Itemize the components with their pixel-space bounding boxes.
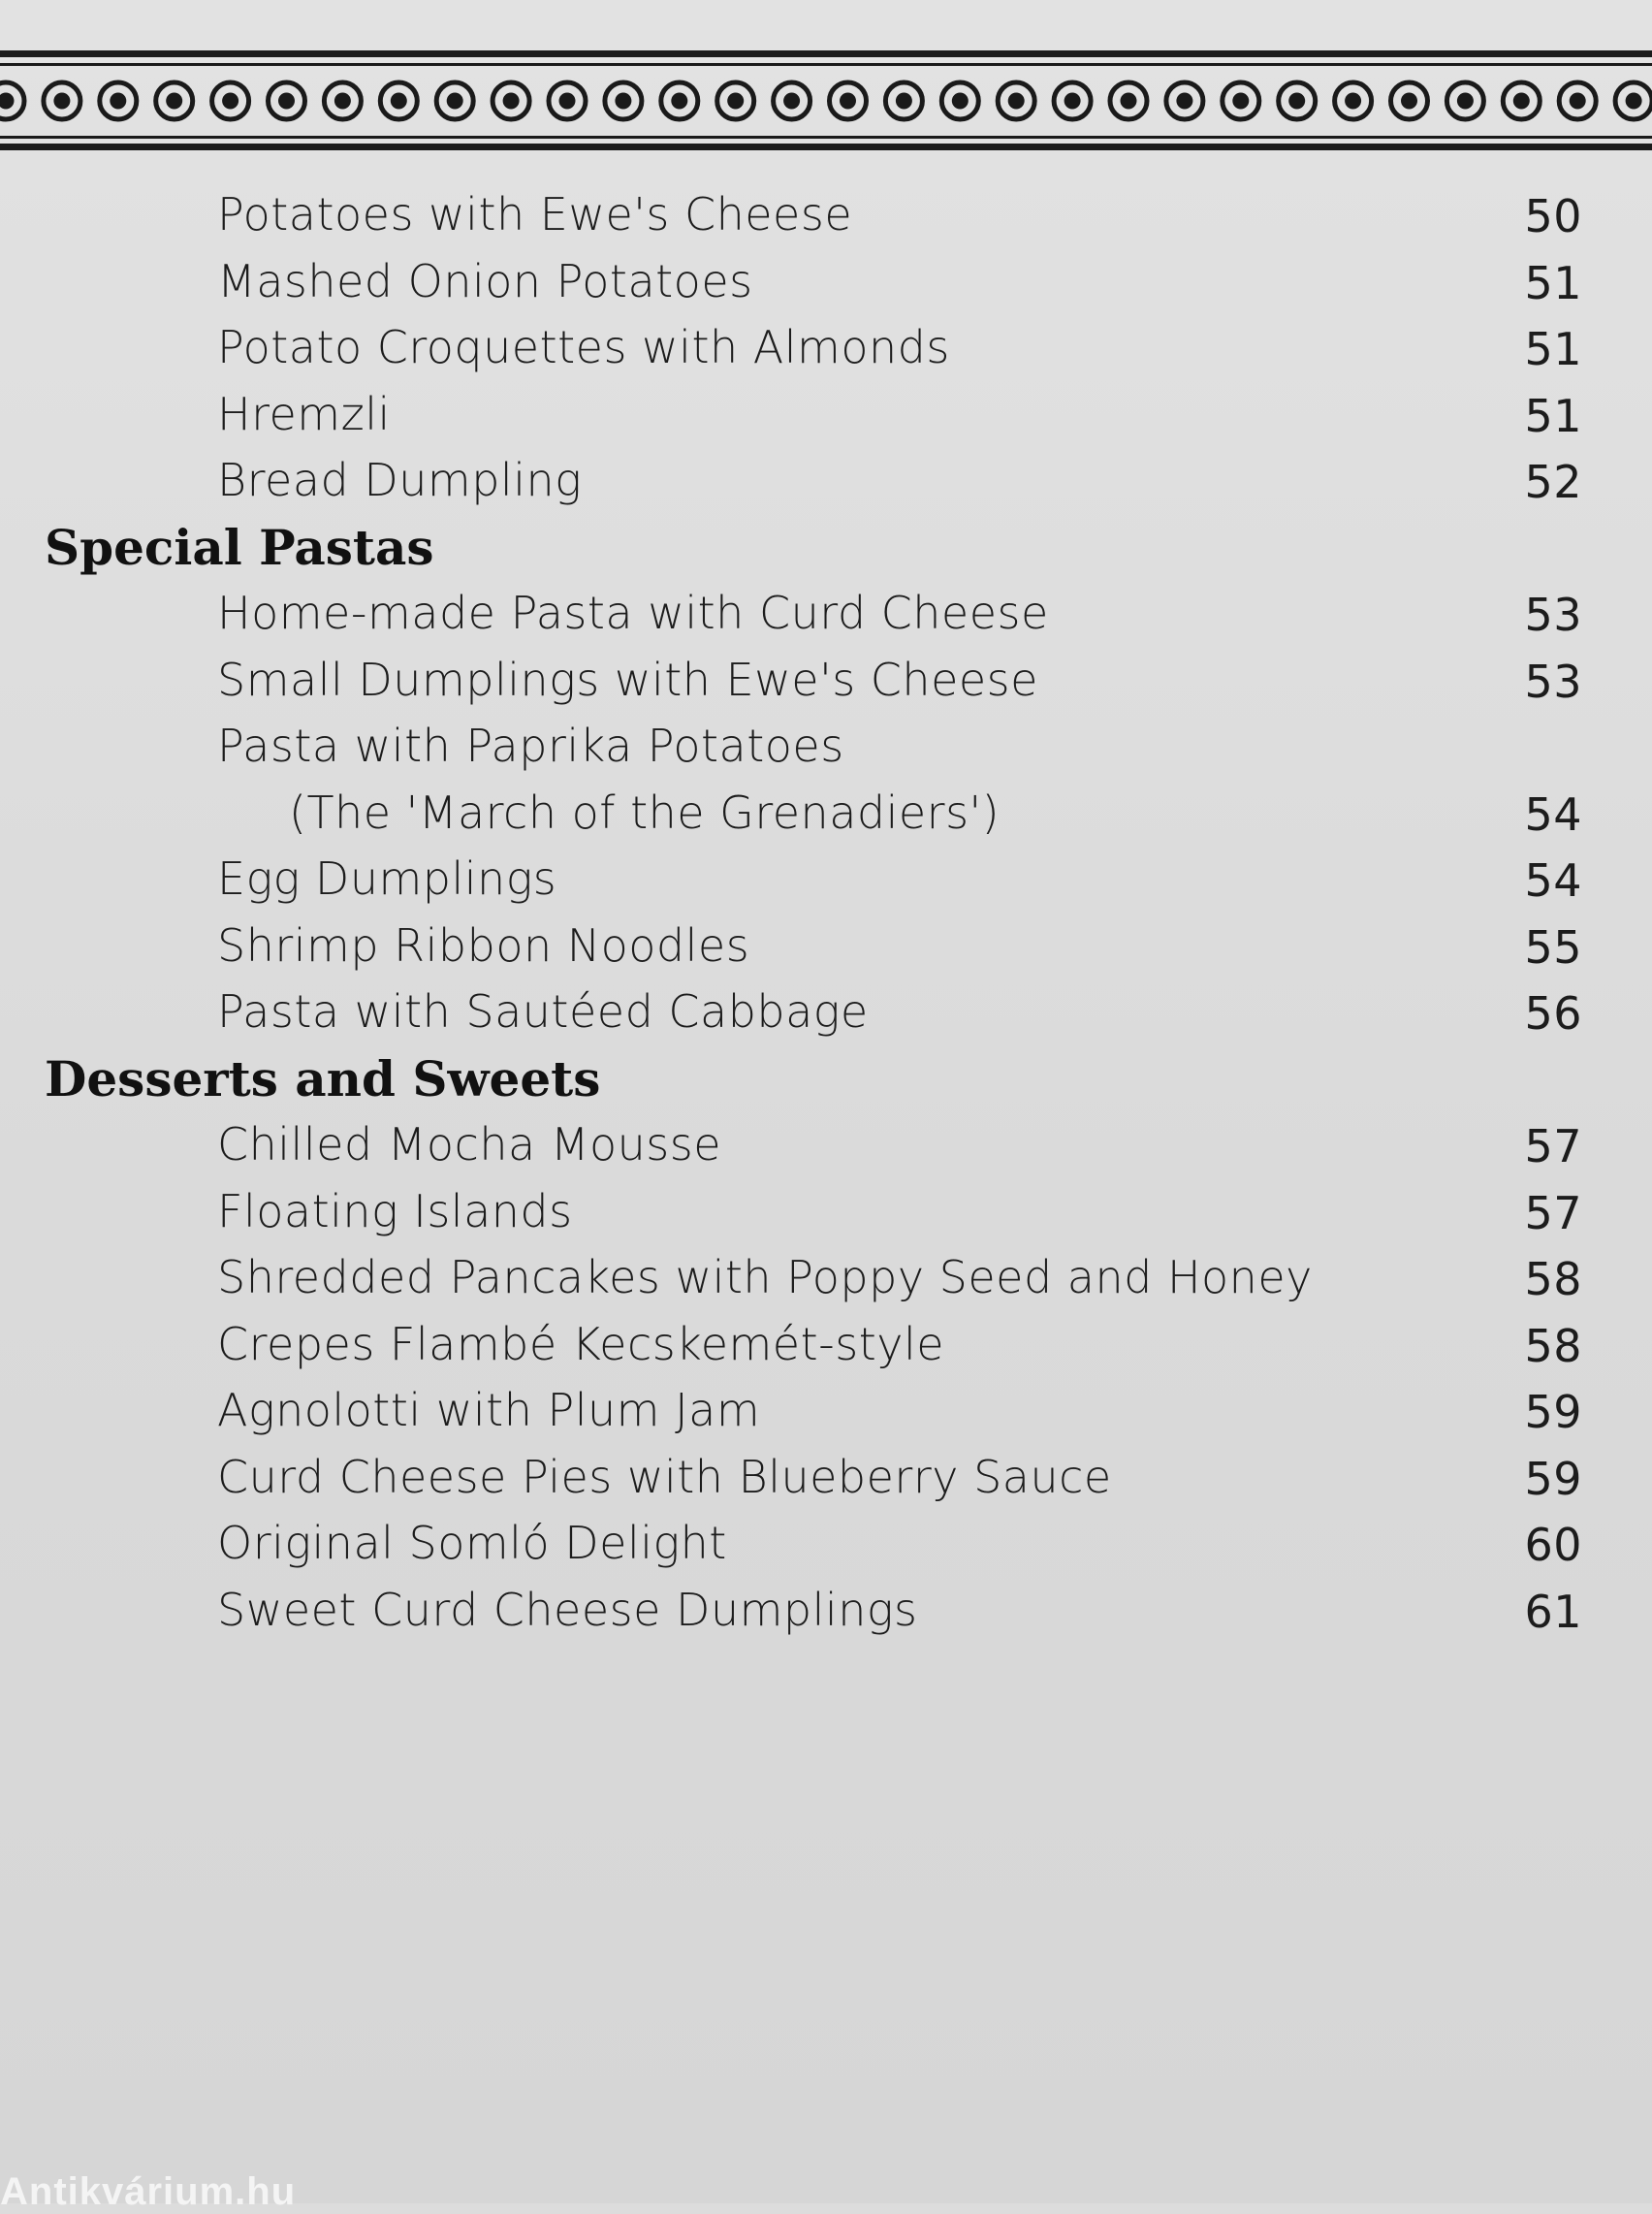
section-heading: Special Pastas — [45, 518, 434, 576]
toc-entry — [0, 849, 1652, 915]
decorative-border — [0, 48, 1652, 165]
entry-page-number: 61 — [1524, 1585, 1582, 1638]
entry-title: Pasta with Paprika Potatoes — [217, 720, 844, 772]
toc-entry — [0, 981, 1652, 1048]
toc-entry — [0, 251, 1652, 318]
entry-page-number: 51 — [1524, 256, 1582, 309]
entry-title: Chilled Mocha Mousse — [217, 1118, 722, 1171]
entry-page-number: 59 — [1524, 1452, 1582, 1505]
toc-entry — [0, 317, 1652, 384]
entry-title: Shrimp Ribbon Noodles — [217, 918, 750, 972]
toc-entry — [0, 1447, 1652, 1514]
entry-page-number: 57 — [1524, 1120, 1582, 1172]
entry-title: Mashed Onion Potatoes — [217, 254, 753, 307]
toc-entry — [0, 184, 1652, 251]
entry-title: Agnolotti with Plum Jam — [217, 1384, 761, 1436]
entry-page-number: 58 — [1524, 1253, 1582, 1305]
entry-page-number: 60 — [1524, 1519, 1582, 1571]
entry-title: Hremzli — [217, 387, 391, 440]
toc-entry — [0, 915, 1652, 982]
toc-entry — [0, 783, 1652, 850]
entry-title: Bread Dumpling — [217, 454, 583, 506]
entry-page-number: 58 — [1524, 1319, 1582, 1372]
entry-page-number: 56 — [1524, 987, 1582, 1040]
toc-entry — [0, 583, 1652, 650]
entry-page-number: 51 — [1524, 323, 1582, 375]
entry-title: Potato Croquettes with Almonds — [217, 321, 950, 373]
entry-page-number: 57 — [1524, 1186, 1582, 1239]
toc-section — [0, 1048, 1652, 1115]
toc-entry — [0, 1247, 1652, 1314]
entry-title: Sweet Curd Cheese Dumplings — [217, 1583, 918, 1636]
entry-page-number: 51 — [1524, 389, 1582, 442]
toc-section — [0, 517, 1652, 584]
table-of-contents — [0, 184, 1652, 1646]
entry-title: Crepes Flambé Kecskemét-style — [217, 1317, 945, 1370]
entry-page-number: 59 — [1524, 1386, 1582, 1438]
entry-title: Home-made Pasta with Curd Cheese — [217, 587, 1049, 639]
entry-title: Original Somló Delight — [217, 1517, 727, 1569]
entry-page-number: 50 — [1524, 190, 1582, 242]
entry-page-number: 53 — [1524, 655, 1582, 708]
entry-page-number: 54 — [1524, 854, 1582, 907]
section-heading: Desserts and Sweets — [45, 1049, 601, 1107]
entry-title: Potatoes with Ewe's Cheese — [217, 188, 853, 241]
entry-page-number: 53 — [1524, 589, 1582, 641]
entry-title: Small Dumplings with Ewe's Cheese — [217, 653, 1038, 706]
toc-entry — [0, 650, 1652, 717]
entry-title: Pasta with Sautéed Cabbage — [217, 985, 869, 1038]
entry-page-number: 52 — [1524, 456, 1582, 508]
toc-entry — [0, 1513, 1652, 1580]
toc-entry — [0, 450, 1652, 517]
toc-entry — [0, 1314, 1652, 1381]
entry-title: Shredded Pancakes with Poppy Seed and Honey — [217, 1251, 1313, 1303]
toc-entry — [0, 384, 1652, 451]
entry-title: Egg Dumplings — [217, 852, 557, 905]
entry-page-number: 55 — [1524, 920, 1582, 974]
entry-title: Floating Islands — [217, 1184, 573, 1237]
watermark-text: Antikvárium.hu — [0, 2170, 297, 2213]
toc-entry — [0, 1114, 1652, 1181]
toc-entry — [0, 1380, 1652, 1447]
toc-entry — [0, 1580, 1652, 1647]
border-ring-pattern — [0, 82, 1652, 119]
entry-title: Curd Cheese Pies with Blueberry Sauce — [217, 1450, 1112, 1503]
toc-entry — [0, 716, 1652, 783]
toc-entry — [0, 1181, 1652, 1248]
entry-page-number: 54 — [1524, 787, 1582, 841]
entry-title: (The 'March of the Grenadiers') — [289, 786, 1001, 839]
